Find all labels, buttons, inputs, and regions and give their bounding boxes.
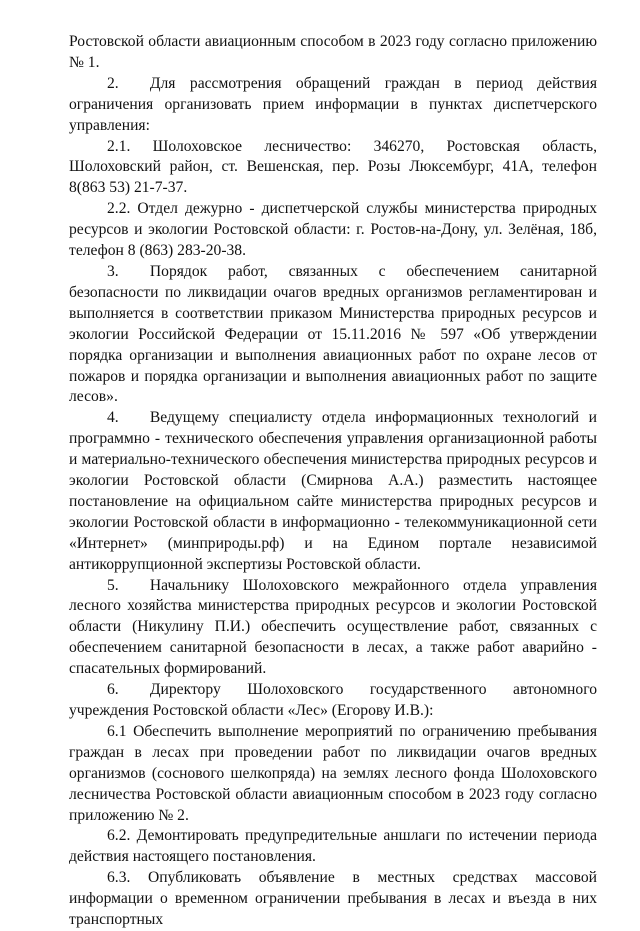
paragraph-6: 6. Директору Шолоховского государственного автономного учреждения Ростовской области «Лес» (Егорову И.В.):: [69, 681, 597, 719]
paragraph-4: 4. Ведущему специалисту отдела информационных технологий и программно - технического обеспечения управления организационной работы и материально-технического обеспечения министерства природных ресурсов и экологии Ростовской области (Смирнова А.А.) разместить настоящее постановление на официальном сайте министерства природных ресурсов и экологии Ростовской области в информационно - телекоммуникационной сети «Интернет» (минприроды.рф) и на Едином портале независимой антикоррупционной экспертизы Ростовской области.: [69, 409, 597, 573]
paragraph-continuation: Ростовской области авиационным способом в 2023 году согласно приложению № 1.: [69, 33, 597, 71]
paragraph-2-1: 2.1. Шолоховское лесничество: 346270, Ростовская область, Шолоховский район, ст. Вешенская, пер. Розы Люксембург, 41А, телефон 8(863 53) 21-7-37.: [69, 137, 597, 197]
paragraph-6-1: 6.1 Обеспечить выполнение мероприятий по ограничению пребывания граждан в лесах при проведении работ по ликвидации очагов вредных организмов (соснового шелкопряда) на землях лесного фонда Шолоховского лесничества Ростовской области авиационным способом в 2023 году согласно приложению № 2.: [69, 722, 597, 824]
paragraph-5: 5. Начальнику Шолоховского межрайонного отдела управления лесного хозяйства министерства природных ресурсов и экологии Ростовской области (Никулину П.И.) обеспечить осуществление работ, связанных с обеспечением санитарной безопасности в лесах, а также работ аварийно - спасательных формирований.: [69, 576, 597, 678]
paragraph-2-2: 2.2. Отдел дежурно - диспетчерской службы министерства природных ресурсов и экологии Ростовской области: г. Ростов-на-Дону, ул. Зелёная, 18б, телефон 8 (863) 283-20-38.: [69, 200, 597, 260]
document-page: [69, 32, 597, 931]
paragraph-6-3: 6.3. Опубликовать объявление в местных средствах массовой информации о временном ограничении пребывания в лесах и въезда в них транспортных: [69, 869, 597, 929]
paragraph-2: 2. Для рассмотрения обращений граждан в период действия ограничения организовать прием информации в пунктах диспетчерского управления:: [69, 74, 597, 134]
paragraph-6-2: 6.2. Демонтировать предупредительные аншлаги по истечении периода действия настоящего постановления.: [69, 827, 597, 866]
paragraph-3: 3. Порядок работ, связанных с обеспечением санитарной безопасности по ликвидации очагов вредных организмов регламентирован и выполняется в соответствии приказом Министерства природных ресурсов и экологии Российской Федерации от 15.11.2016 № 597 «Об утверждении порядка организации и выполнения авиационных работ по охране лесов от пожаров и порядка организации и выполнения авиационных работ по защите лесов».: [69, 262, 597, 406]
